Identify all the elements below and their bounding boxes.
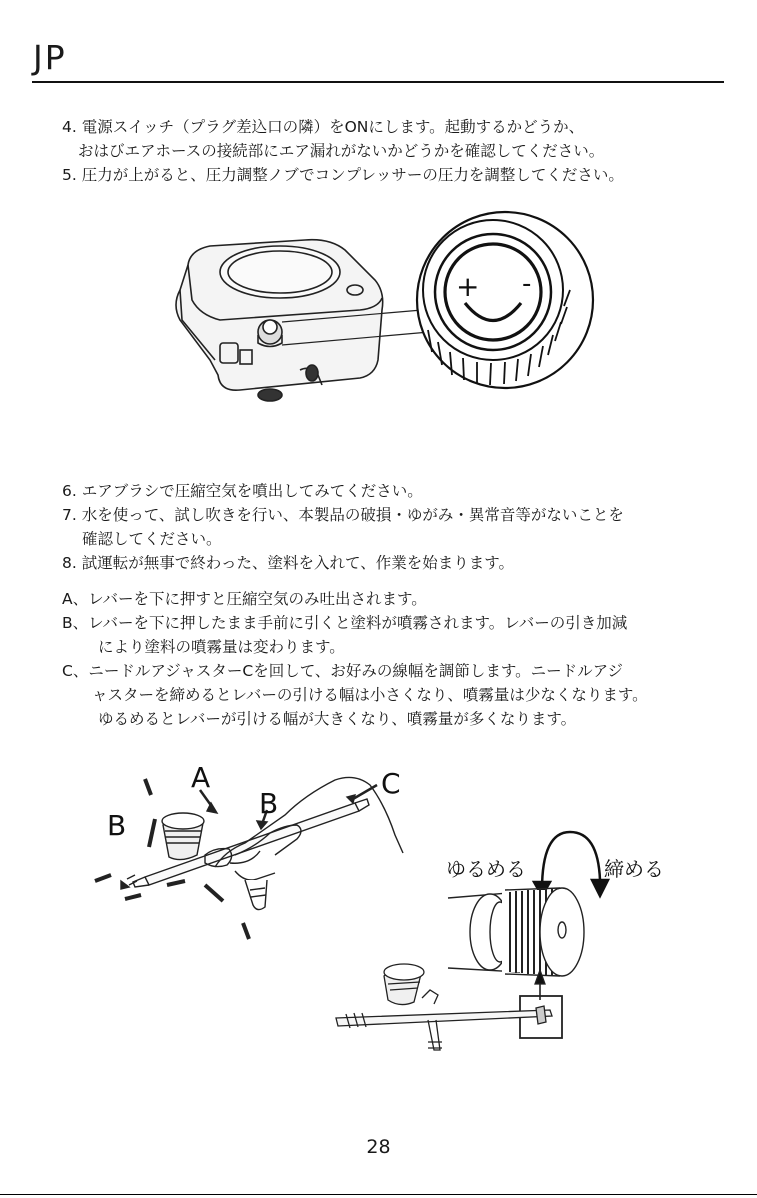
step-4-line-1: 4. 電源スイッチ（プラグ差込口の隣）をONにします。起動するかどうか、 — [62, 118, 585, 136]
note-c-line-2: ャスターを締めるとレバーの引ける幅は小さくなり、噴霧量は少なくなります。 — [92, 686, 648, 704]
needle-adjuster-diagram — [330, 820, 710, 1060]
bottom-border — [0, 1194, 757, 1195]
step-6: 6. エアブラシで圧縮空気を噴出してみてください。 — [62, 482, 423, 500]
note-c-line-3: ゆるめるとレバーが引ける幅が大きくなり、噴霧量が多くなります。 — [98, 710, 577, 728]
label-c: C — [381, 767, 401, 800]
compressor-knob-illustration — [160, 210, 600, 425]
pressure-knob-icon — [417, 212, 593, 388]
language-heading: JP — [33, 38, 67, 77]
label-a: A — [191, 761, 211, 794]
step-4-line-2: おはびエアホースの接続部にエア漏れがないかどうかを確認してください。 — [78, 142, 605, 160]
knob-plus-label: + — [456, 270, 480, 303]
compressor-icon — [176, 240, 383, 401]
header-divider — [32, 81, 724, 83]
note-a: A、レバーを下に押すと圧縮空気のみ吐出されます。 — [62, 590, 427, 608]
knob-minus-label: - — [522, 269, 532, 299]
note-b-line-1: B、レバーを下に押したまま手前に引くと塗料が噴霧されます。レバーの引き加減 — [62, 614, 628, 632]
note-c-line-1: C、ニードルアジャスターCを回して、お好みの線幅を調節します。ニードルアジ — [62, 662, 624, 680]
step-7-line-2: 確認してください。 — [82, 530, 222, 548]
note-b-line-2: により塗料の噴霧量は変わります。 — [98, 638, 345, 656]
page-number: 28 — [366, 1136, 391, 1158]
needle-adjuster-icon — [448, 888, 584, 976]
loosen-label: ゆるめる — [446, 857, 526, 881]
step-5: 5. 圧力が上がると、圧力調整ノブでコンプレッサーの圧力を調整してください。 — [62, 166, 624, 184]
tighten-label: 締める — [604, 857, 664, 881]
rotation-arrow-icon — [534, 832, 608, 896]
label-b-right: B — [259, 787, 279, 820]
step-8: 8. 試運転が無事で終わった、塗料を入れて、作業を始まります。 — [62, 554, 515, 572]
step-7-line-1: 7. 水を使って、試し吹きを行い、本製品の破損・ゆがみ・異常音等がないことを — [62, 506, 624, 524]
label-b-left: B — [107, 809, 127, 842]
airbrush-side-icon — [336, 964, 562, 1050]
